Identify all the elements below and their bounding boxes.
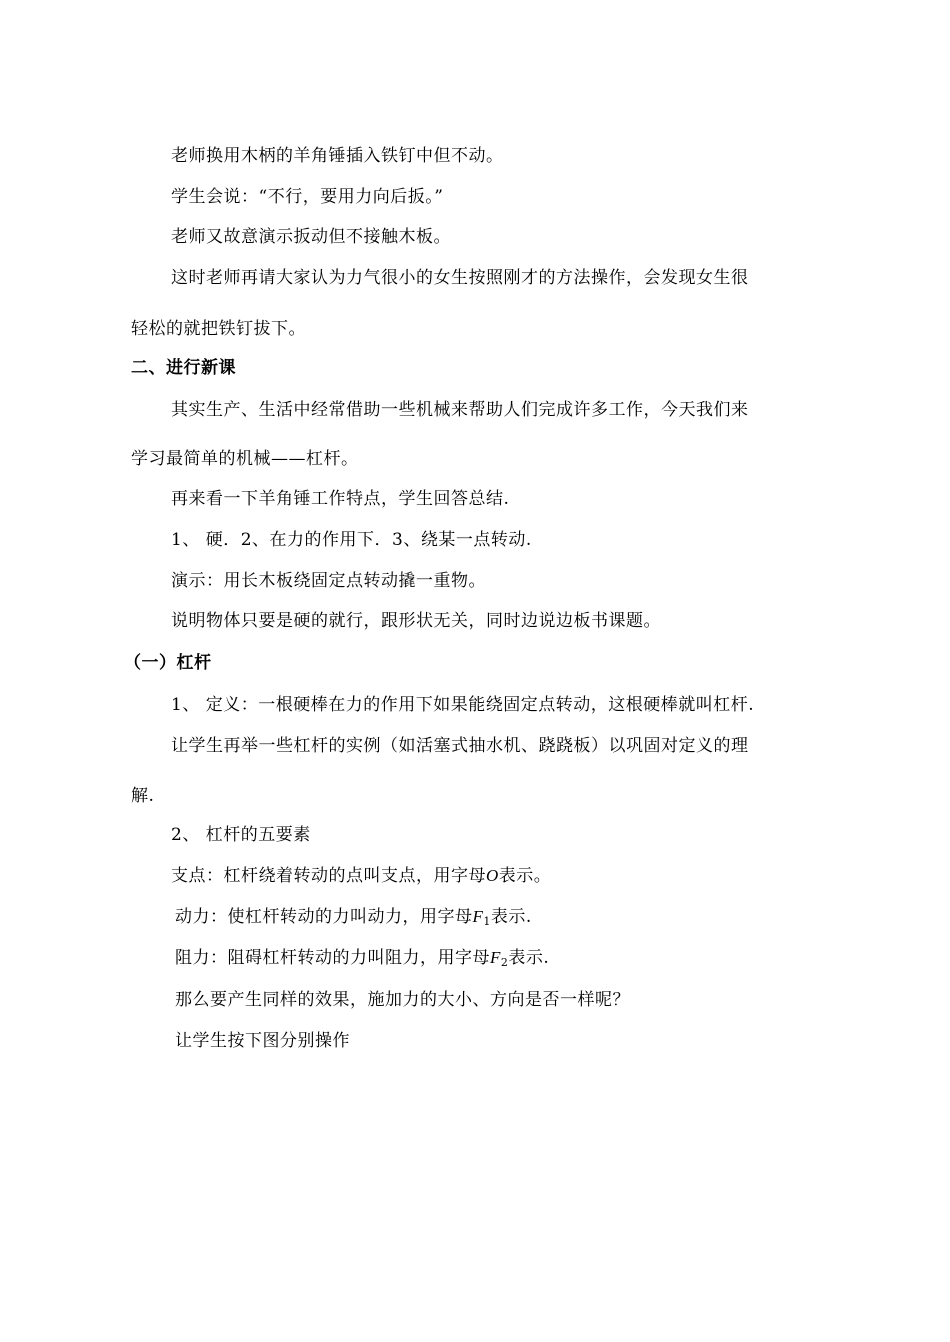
resistance-text-end: 表示.: [508, 948, 550, 968]
paragraph-teacher-hammer: 老师换用木柄的羊角锤插入铁钉中但不动。: [171, 146, 504, 166]
paragraph-machines-line1: 其实生产、生活中经常借助一些机械来帮助人们完成许多工作，今天我们来: [171, 400, 749, 420]
paragraph-hammer-features: 再来看一下羊角锤工作特点，学生回答总结.: [171, 489, 510, 509]
fulcrum-text: 支点：杠杆绕着转动的点叫支点，用字母: [171, 866, 486, 886]
section-heading-new-lesson: 二、进行新课: [131, 358, 236, 378]
effort-symbol: F: [472, 907, 484, 926]
paragraph-five-elements: 2、 杠杆的五要素: [171, 825, 311, 845]
fulcrum-symbol: O: [486, 866, 499, 885]
paragraph-teacher-demo: 老师又故意演示扳动但不接触木板。: [171, 227, 451, 247]
paragraph-lever-examples-line1: 让学生再举一些杠杆的实例（如活塞式抽水机、跷跷板）以巩固对定义的理: [171, 736, 749, 756]
paragraph-girl-operate-line1: 这时老师再请大家认为力气很小的女生按照刚才的方法操作，会发现女生很: [171, 268, 749, 288]
subsection-heading-lever: （一）杠杆: [124, 653, 212, 673]
resistance-subscript: 2: [500, 956, 509, 969]
paragraph-same-effect-question: 那么要产生同样的效果，施加力的大小、方向是否一样呢？: [175, 990, 630, 1010]
effort-text: 动力：使杠杆转动的力叫动力，用字母: [175, 907, 473, 927]
effort-subscript: 1: [483, 915, 491, 928]
paragraph-explain-hard: 说明物体只要是硬的就行，跟形状无关，同时边说边板书课题。: [171, 611, 661, 631]
effort-text-end: 表示.: [490, 907, 532, 927]
fulcrum-text-end: 表示。: [498, 866, 552, 886]
paragraph-demo-board: 演示：用长木板绕固定点转动撬一重物。: [171, 571, 486, 591]
paragraph-girl-operate-line2: 轻松的就把铁钉拔下。: [131, 319, 306, 339]
paragraph-student-operate: 让学生按下图分别操作: [175, 1031, 350, 1051]
resistance-symbol: F: [490, 948, 501, 967]
paragraph-student-says: 学生会说：“不行，要用力向后扳。”: [171, 187, 444, 207]
paragraph-lever-definition: 1、 定义：一根硬棒在力的作用下如果能绕固定点转动，这根硬棒就叫杠杆.: [171, 695, 755, 715]
paragraph-lever-examples-line2: 解.: [131, 786, 155, 806]
paragraph-feature-list: 1、 硬．2、在力的作用下．3、绕某一点转动.: [171, 530, 532, 550]
paragraph-fulcrum: [171, 865, 551, 887]
paragraph-resistance-force: [175, 947, 549, 969]
paragraph-machines-line2: 学习最简单的机械——杠杆。: [131, 449, 359, 469]
paragraph-effort-force: [175, 906, 532, 928]
resistance-text: 阻力：阻碍杠杆转动的力叫阻力，用字母: [175, 948, 490, 968]
